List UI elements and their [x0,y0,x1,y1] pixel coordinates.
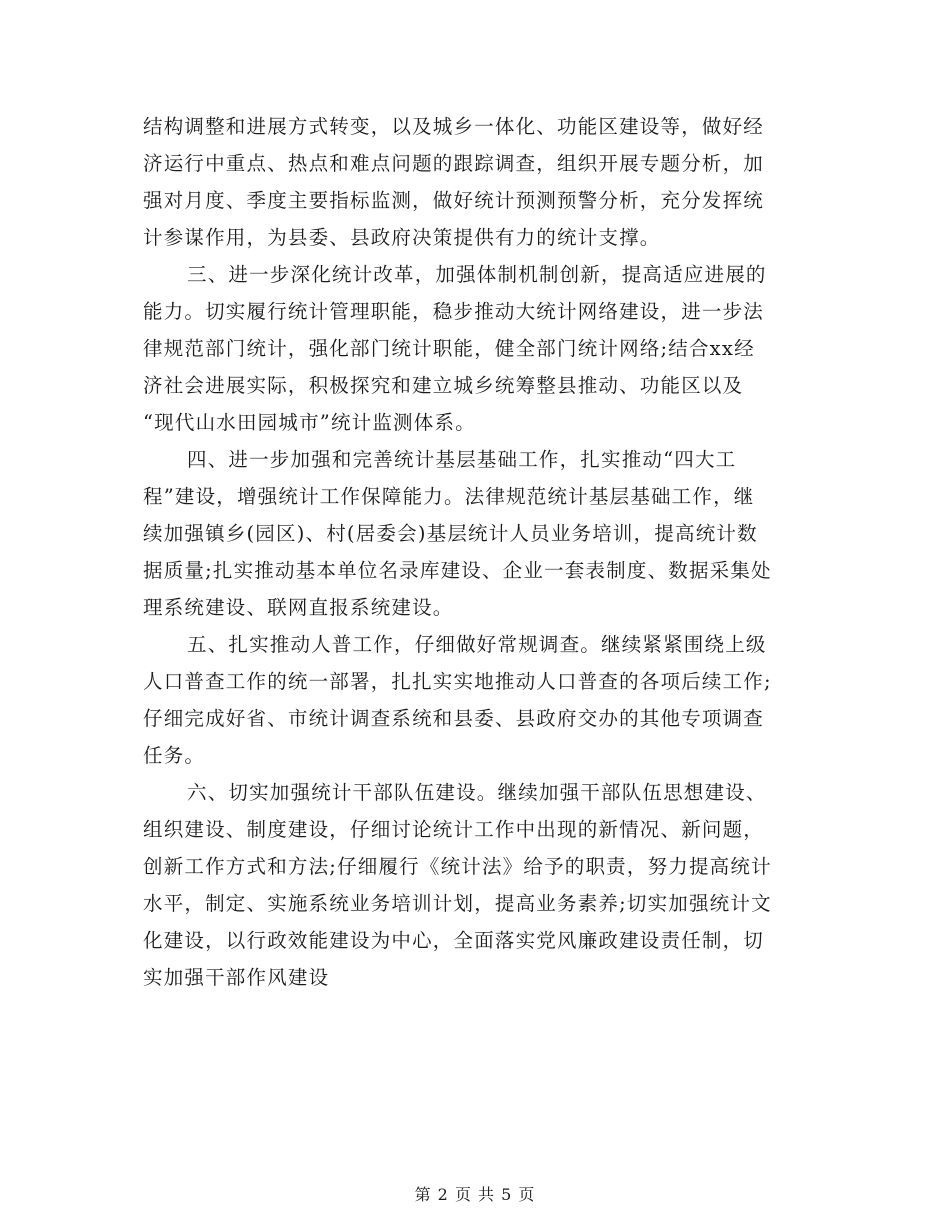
text-line: 水平，制定、实施系统业务培训计划，提高业务素养;切实加强统计文 [143,892,772,915]
text-line: 人口普查工作的统一部署，扎扎实实地推动人口普查的各项后续工作; [143,670,772,693]
text-line: 实加强干部作风建设 [143,966,330,989]
text-line: 程”建设，增强统计工作保障能力。法律规范统计基层基础工作，继 [143,485,755,508]
text-line: 理系统建设、联网直报系统建设。 [143,596,454,619]
text-line: 创新工作方式和方法;仔细履行《统计法》给予的职责，努力提高统计 [143,855,772,878]
text-line: 强对月度、季度主要指标监测，做好统计预测预警分析，充分发挥统 [143,189,765,212]
text-line: 律规范部门统计，强化部门统计职能，健全部门统计网络;结合xx经 [143,337,755,360]
text-line: 能力。切实履行统计管理职能，稳步推动大统计网络建设，进一步法 [143,300,765,323]
section-three-heading-line: 三、进一步深化统计改革，加强体制机制创新，提高适应进展的 [187,263,767,286]
text-line: 化建设，以行政效能建设为中心，全面落实党风廉政建设责任制，切 [143,929,765,952]
text-line: 组织建设、制度建设，仔细讨论统计工作中出现的新情况、新问题， [143,818,765,841]
text-line: 续加强镇乡(园区)、村(居委会)基层统计人员业务培训，提高统计数 [143,522,758,545]
section-five-heading-line: 五、扎实推动人普工作，仔细做好常规调查。继续紧紧围绕上级 [187,633,767,656]
page-number-footer: 第 2 页 共 5 页 [414,1185,536,1204]
section-four-heading-line: 四、进一步加强和完善统计基层基础工作，扎实推动“四大工 [187,448,737,471]
text-line: 任务。 [143,744,206,767]
text-line: 据质量;扎实推动基本单位名录库建设、企业一套表制度、数据采集处 [143,559,772,582]
text-line: 济社会进展实际，积极探究和建立城乡统筹整县推动、功能区以及 [143,374,744,397]
document-body [143,108,813,996]
section-six-heading-line: 六、切实加强统计干部队伍建设。继续加强干部队伍思想建设、 [187,781,767,804]
text-line: 计参谋作用，为县委、县政府决策提供有力的统计支撑。 [143,226,661,249]
text-line: 济运行中重点、热点和难点问题的跟踪调查，组织开展专题分析，加 [143,152,765,175]
text-line: 结构调整和进展方式转变，以及城乡一体化、功能区建设等，做好经 [143,115,765,138]
text-line: 仔细完成好省、市统计调查系统和县委、县政府交办的其他专项调查 [143,707,765,730]
text-line: “现代山水田园城市”统计监测体系。 [143,411,476,434]
